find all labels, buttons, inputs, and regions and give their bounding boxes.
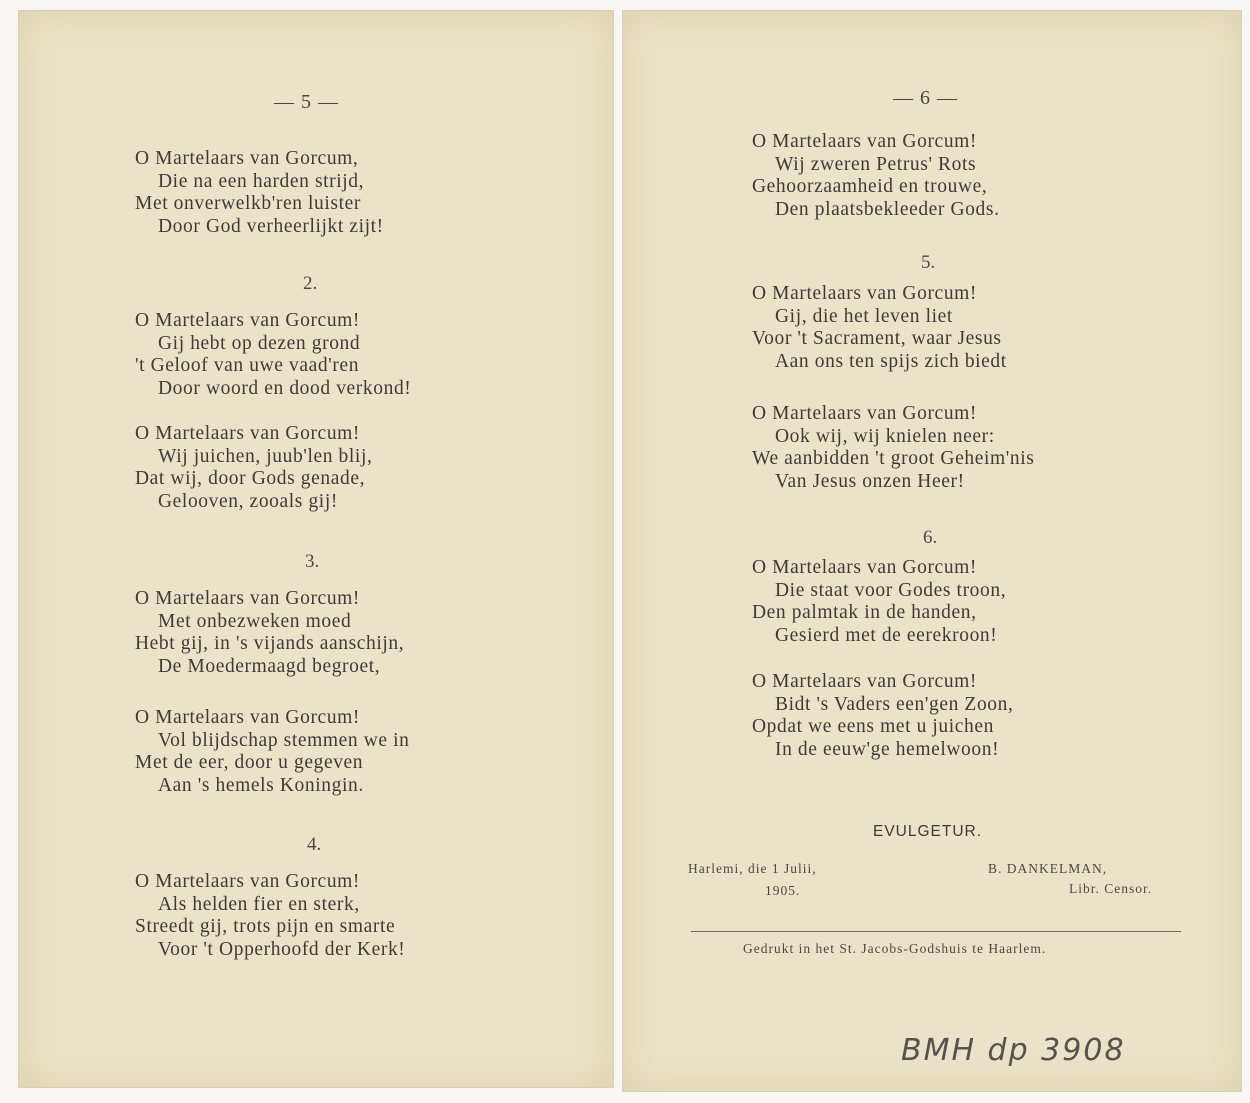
verse-line: O Martelaars van Gorcum! [752,671,978,692]
stanza-number: 5. [921,252,936,273]
verse-line: Den plaatsbekleeder Gods. [775,198,1000,220]
verse-line: Voor 't Sacrament, waar Jesus [752,328,1002,350]
verse-line: Met onbezweken moed [158,610,352,632]
verse-line: Aan ons ten spijs zich biedt [775,350,1007,372]
verse-line: Als helden fier en sterk, [158,893,360,915]
stanza-number: 6. [923,527,938,548]
stanza-number: 4. [307,834,322,855]
censor-name: B. DANKELMAN, [988,861,1108,876]
verse-line: O Martelaars van Gorcum! [752,131,978,152]
verse-line: Den palmtak in de handen, [752,602,977,624]
verse-line: O Martelaars van Gorcum! [135,310,361,331]
verse-line: O Martelaars van Gorcum! [752,283,978,304]
verse-line: Streedt gij, trots pijn en smarte [135,916,396,938]
verse-line: O Martelaars van Gorcum! [135,871,361,892]
verse-line: O Martelaars van Gorcum! [135,423,361,444]
imprimatur-place-date: Harlemi, die 1 Julii, [688,861,817,876]
verse-line: Opdat we eens met u juichen [752,716,995,738]
verse-line: Die na een harden strijd, [158,170,365,192]
left-page [18,10,614,1088]
stanza-6 [135,871,405,961]
verse-line: O Martelaars van Gorcum! [752,403,978,424]
shelfmark: BMH dp 3908 [901,1033,1126,1068]
verse-line: Voor 't Opperhoofd der Kerk! [158,938,406,960]
verse-line: Met onverwelkb'ren luister [135,193,361,215]
verse-line: De Moedermaagd begroet, [158,655,381,677]
imprimatur-year: 1905. [765,883,801,898]
verse-line: Door woord en dood verkond! [158,377,412,399]
page-number: — 6 — [893,87,958,109]
stanza-3 [752,403,1034,493]
verse-line: Gij, die het leven liet [775,305,953,327]
verse-line: O Martelaars van Gorcum! [135,707,361,728]
verse-line: Aan 's hemels Koningin. [158,774,364,796]
stanza-1 [135,148,384,238]
verse-line: Wij juichen, juub'len blij, [158,445,373,467]
verse-line: Ook wij, wij knielen neer: [775,425,995,447]
verse-line: Gesierd met de eerekroon! [775,624,998,646]
verse-line: We aanbidden 't groot Geheim'nis [752,448,1035,470]
verse-line: Vol blijdschap stemmen we in [158,729,410,751]
verse-line: Gelooven, zooals gij! [158,490,338,512]
stanza-4 [135,588,404,678]
page-number: — 5 — [274,91,339,113]
verse-line: 't Geloof van uwe vaad'ren [135,355,360,377]
verse-line: Hebt gij, in 's vijands aanschijn, [135,633,405,655]
verse-line: Gehoorzaamheid en trouwe, [752,176,988,198]
divider-rule [691,931,1181,932]
verse-line: Bidt 's Vaders een'gen Zoon, [775,693,1014,715]
verse-line: Wij zweren Petrus' Rots [775,153,977,175]
verse-line: Met de eer, door u gegeven [135,752,364,774]
stanza-number: 2. [303,273,318,294]
stanza-2 [752,283,1007,373]
stanza-4 [752,557,1006,647]
imprimatur-heading: EVULGETUR. [873,823,983,840]
stanza-3 [135,423,372,513]
verse-line: O Martelaars van Gorcum! [135,588,361,609]
censor-title: Libr. Censor. [1069,881,1153,896]
stanza-5 [135,707,410,797]
stanza-5 [752,671,1013,761]
verse-line: O Martelaars van Gorcum! [752,557,978,578]
verse-line: Door God verheerlijkt zijt! [158,215,384,237]
printer-line: Gedrukt in het St. Jacobs-Godshuis te Haarlem. [743,941,1047,956]
stanza-2 [135,310,411,400]
stanza-number: 3. [305,551,320,572]
verse-line: Dat wij, door Gods genade, [135,468,366,490]
right-page [622,10,1242,1092]
stanza-1 [752,131,1000,221]
verse-line: In de eeuw'ge hemelwoon! [775,738,1000,760]
verse-line: Van Jesus onzen Heer! [775,470,965,492]
verse-line: Gij hebt op dezen grond [158,332,361,354]
verse-line: Die staat voor Godes troon, [775,579,1007,601]
verse-line: O Martelaars van Gorcum, [135,148,359,169]
